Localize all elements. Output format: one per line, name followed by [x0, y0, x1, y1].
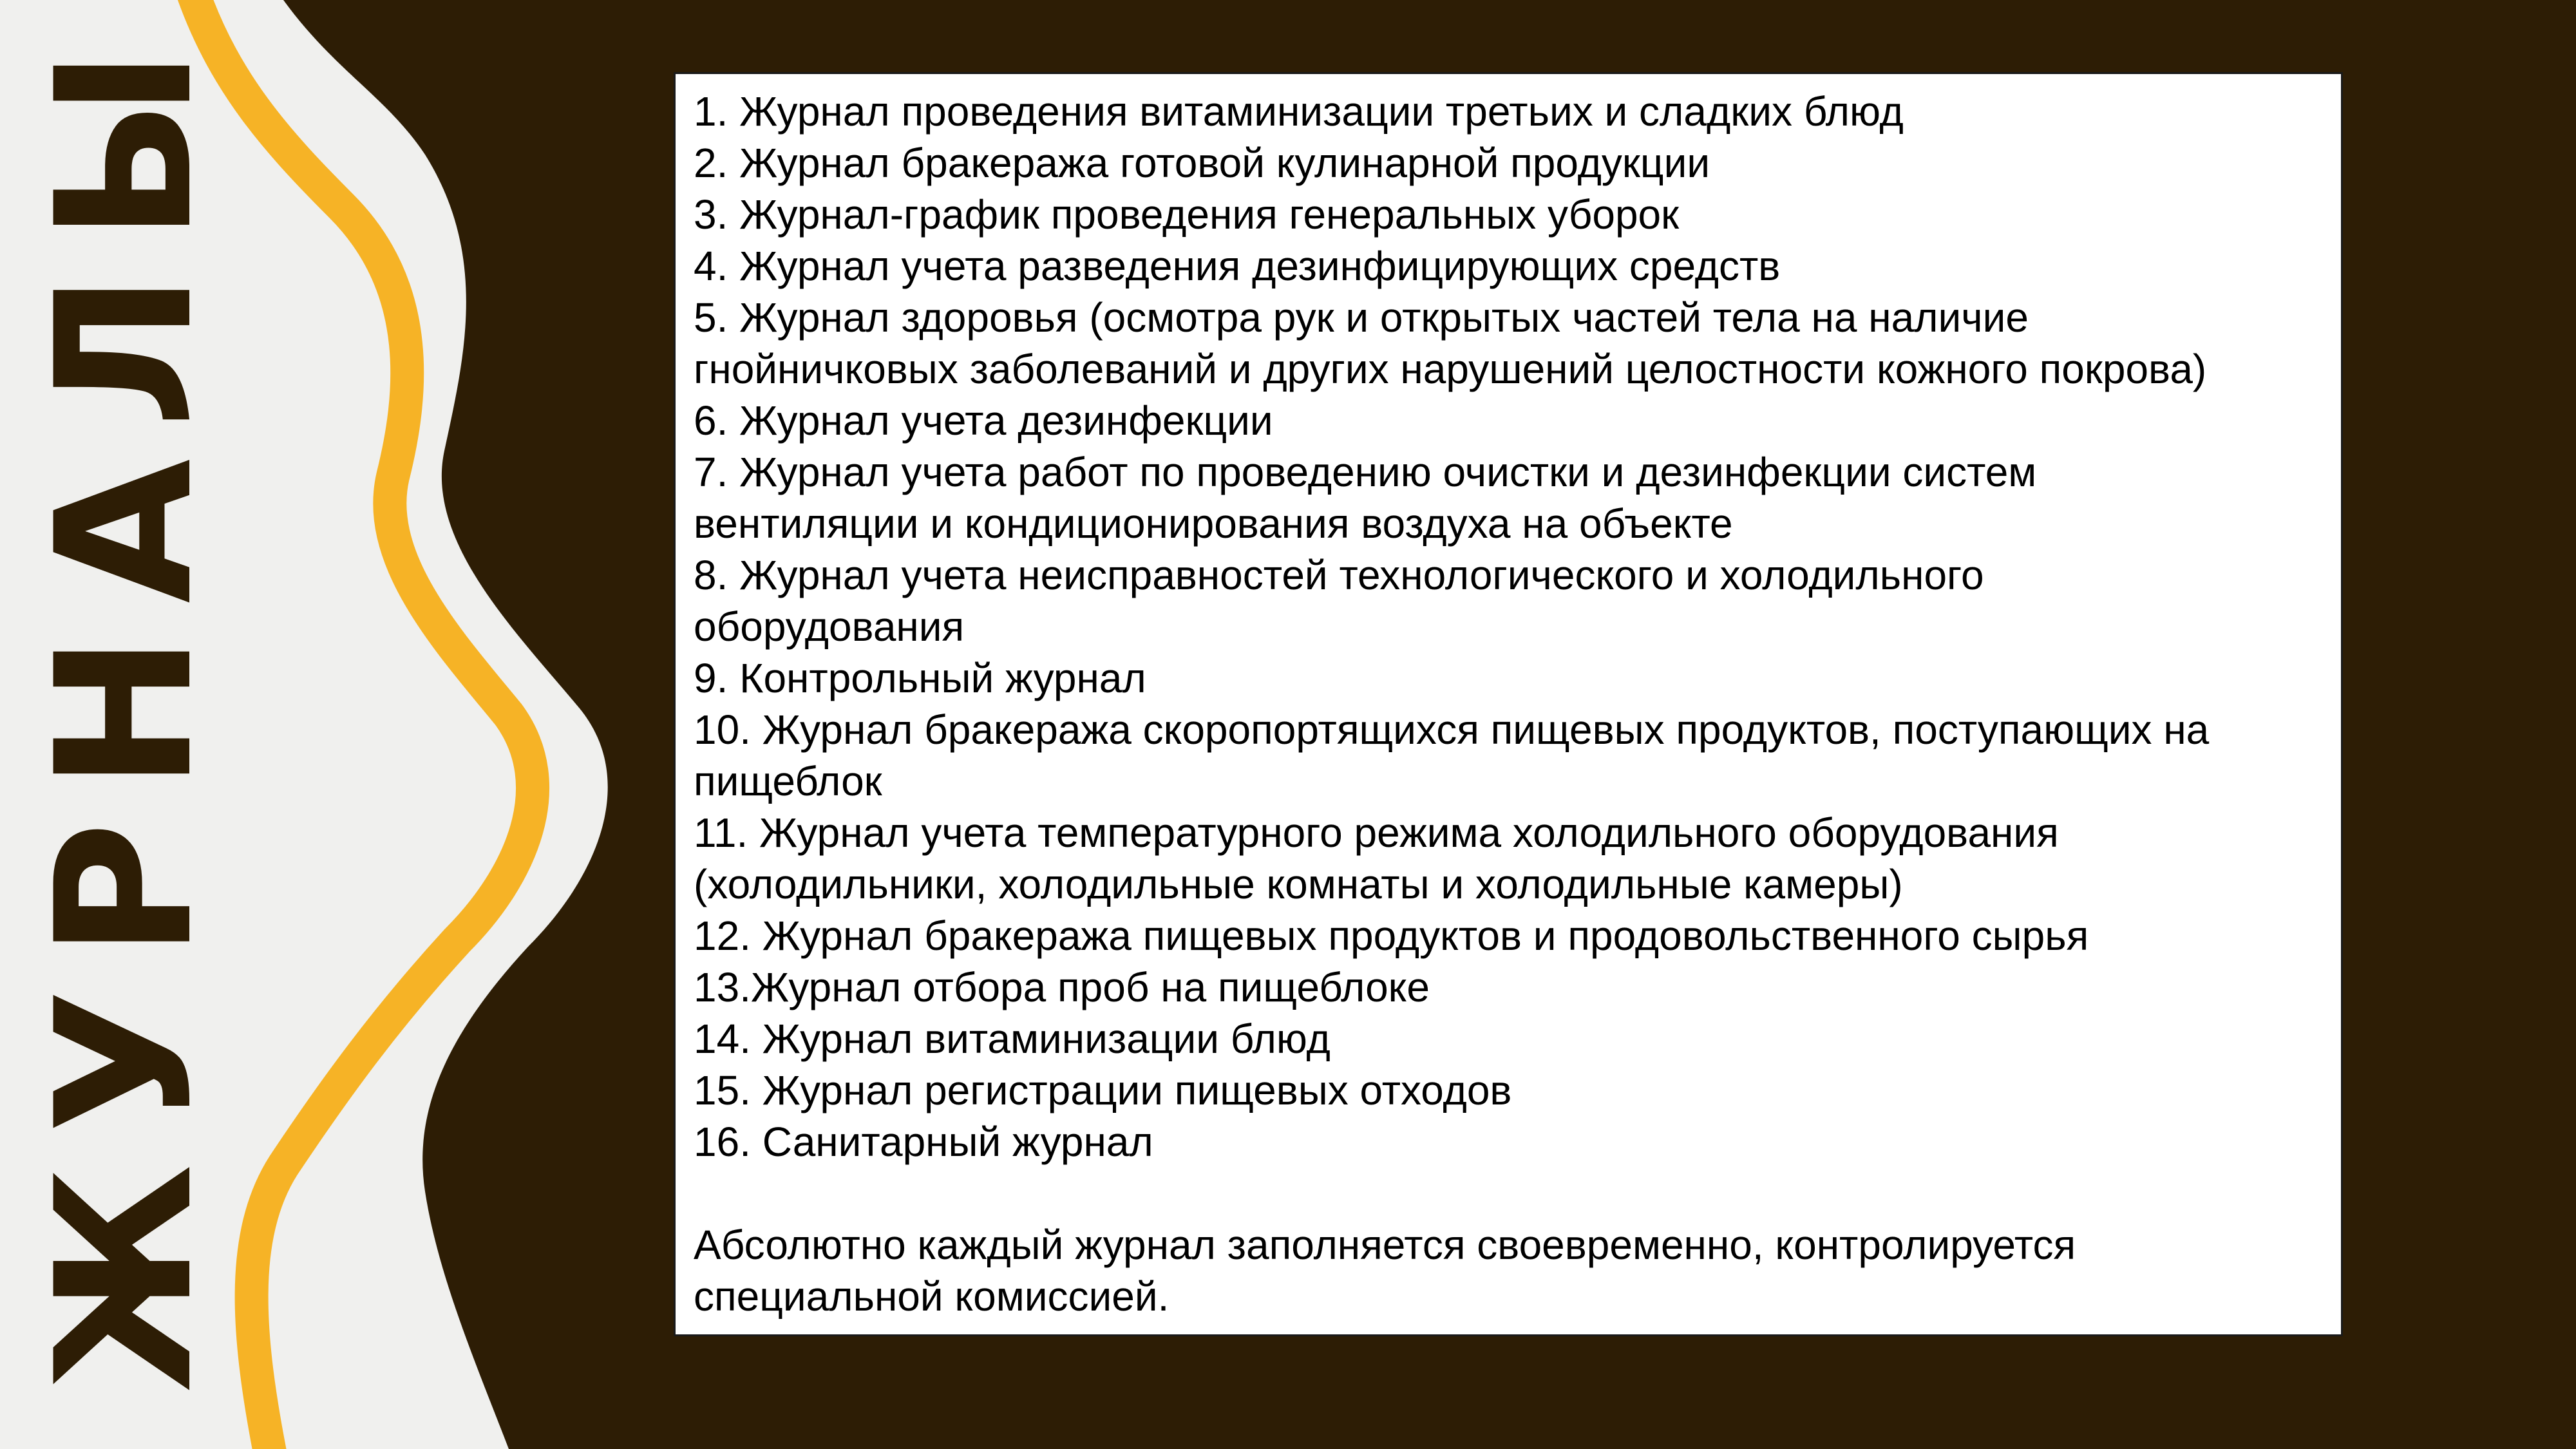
- closing-note-line: специальной комиссией.: [694, 1273, 1170, 1320]
- journal-list-line: пищеблок: [694, 758, 882, 804]
- journal-list-line: 5. Журнал здоровья (осмотра рук и открытых частей тела на наличие: [694, 294, 2029, 341]
- journal-list-line: 2. Журнал бракеража готовой кулинарной продукции: [694, 140, 1710, 186]
- journal-list-line: 3. Журнал-график проведения генеральных уборок: [694, 191, 1680, 238]
- journal-list: [694, 86, 2318, 1168]
- journal-list-line: 1. Журнал проведения витаминизации третьих и сладких блюд: [694, 88, 1904, 135]
- journal-list-line: 14. Журнал витаминизации блюд: [694, 1016, 1331, 1062]
- journal-list-line: 4. Журнал учета разведения дезинфицирующих средств: [694, 243, 1781, 289]
- closing-note-line: Абсолютно каждый журнал заполняется своевременно, контролируется: [694, 1222, 2076, 1268]
- journal-list-line: 8. Журнал учета неисправностей технологического и холодильного: [694, 552, 1984, 598]
- slide-title: ЖУРНАЛЫ: [17, 17, 234, 1393]
- journal-list-line: 6. Журнал учета дезинфекции: [694, 397, 1273, 444]
- journal-list-line: (холодильники, холодильные комнаты и холодильные камеры): [694, 861, 1903, 907]
- closing-note: [694, 1219, 2318, 1322]
- journal-list-line: оборудования: [694, 603, 965, 650]
- journal-list-box: [674, 72, 2343, 1336]
- journal-list-line: 13.Журнал отбора проб на пищеблоке: [694, 964, 1430, 1010]
- journal-list-line: 12. Журнал бракеража пищевых продуктов и продовольственного сырья: [694, 913, 2089, 959]
- journal-list-line: 7. Журнал учета работ по проведению очистки и дезинфекции систем: [694, 449, 2037, 495]
- journal-list-line: 9. Контрольный журнал: [694, 655, 1146, 701]
- journal-list-line: 15. Журнал регистрации пищевых отходов: [694, 1067, 1512, 1113]
- journal-list-line: 11. Журнал учета температурного режима холодильного оборудования: [694, 810, 2059, 856]
- journal-list-line: вентиляции и кондиционирования воздуха на объекте: [694, 500, 1733, 547]
- journal-list-line: гнойничковых заболеваний и других нарушений целостности кожного покрова): [694, 346, 2207, 392]
- journal-list-line: 10. Журнал бракеража скоропортящихся пищевых продуктов, поступающих на: [694, 706, 2210, 753]
- journal-list-line: 16. Санитарный журнал: [694, 1119, 1153, 1165]
